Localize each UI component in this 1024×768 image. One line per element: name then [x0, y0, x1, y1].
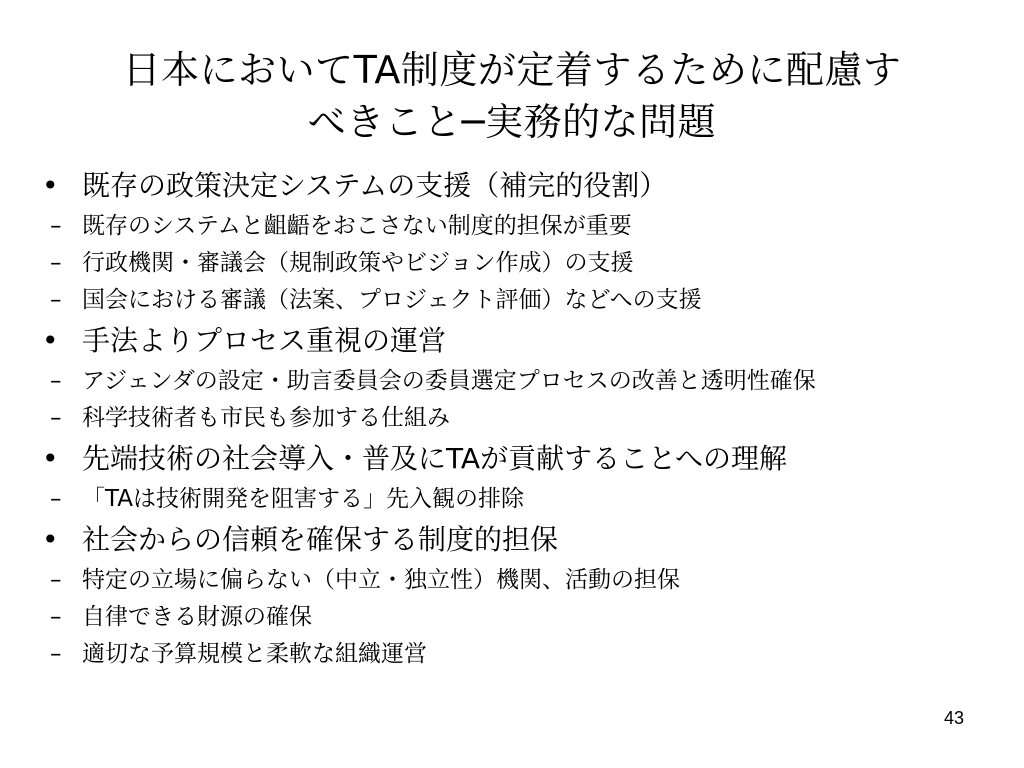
bullet-group [40, 522, 1000, 670]
sub-list [40, 483, 1000, 515]
bullet-dot-icon: • [42, 442, 59, 475]
sub-item [40, 247, 1000, 279]
dash-icon: – [50, 213, 62, 239]
dash-icon: – [50, 486, 62, 512]
sub-item [40, 284, 1000, 316]
bullet-item [40, 323, 1000, 359]
page-number: 43 [943, 708, 964, 728]
sub-item-text: アジェンダの設定・助言委員会の委員選定プロセスの改善と透明性確保 [82, 368, 816, 394]
dash-icon: – [50, 604, 62, 630]
bullet-item [40, 168, 1000, 204]
sub-item [40, 638, 1000, 670]
slide-title-line-1: 日本においてTA制度が定着するために配慮す [122, 48, 902, 92]
bullet-dot-icon: • [42, 169, 59, 202]
sub-list [40, 564, 1000, 670]
bullet-group [40, 323, 1000, 434]
bullet-group [40, 168, 1000, 316]
bullet-dot-icon: • [42, 324, 59, 357]
sub-item [40, 210, 1000, 242]
dash-icon: – [50, 405, 62, 431]
dash-icon: – [50, 641, 62, 667]
sub-list [40, 365, 1000, 434]
dash-icon: – [50, 567, 62, 593]
sub-item [40, 601, 1000, 633]
sub-item-text: 自律できる財源の確保 [82, 604, 312, 630]
sub-item-text: 科学技術者も市民も参加する仕組み [82, 405, 450, 431]
bullet-group [40, 441, 1000, 515]
sub-item [40, 402, 1000, 434]
bullet-text: 既存の政策決定システムの支援（補完的役割） [82, 169, 668, 202]
bullet-item [40, 441, 1000, 477]
bullet-text: 手法よりプロセス重視の運営 [82, 324, 447, 357]
slide-title [40, 44, 984, 148]
slide-body [40, 168, 1000, 677]
sub-item-text: 国会における審議（法案、プロジェクト評価）などへの支援 [82, 287, 702, 313]
sub-item [40, 365, 1000, 397]
dash-icon: – [50, 368, 62, 394]
sub-item [40, 564, 1000, 596]
sub-item [40, 483, 1000, 515]
slide-title-line-2: べきこと─実務的な問題 [307, 100, 717, 144]
sub-item-text: 適切な予算規模と柔軟な組織運営 [82, 641, 427, 667]
sub-item-text: 「TAは技術開発を阻害する」先入観の排除 [82, 486, 524, 512]
bullet-text: 社会からの信頼を確保する制度的担保 [82, 523, 559, 556]
bullet-item [40, 522, 1000, 558]
dash-icon: – [50, 250, 62, 276]
bullet-text: 先端技術の社会導入・普及にTAが貢献することへの理解 [82, 442, 787, 475]
bullet-dot-icon: • [42, 523, 59, 556]
sub-item-text: 行政機関・審議会（規制政策やビジョン作成）の支援 [82, 250, 634, 276]
sub-item-text: 特定の立場に偏らない（中立・独立性）機関、活動の担保 [82, 567, 680, 593]
sub-list [40, 210, 1000, 316]
dash-icon: – [50, 287, 62, 313]
sub-item-text: 既存のシステムと齟齬をおこさない制度的担保が重要 [82, 213, 632, 239]
